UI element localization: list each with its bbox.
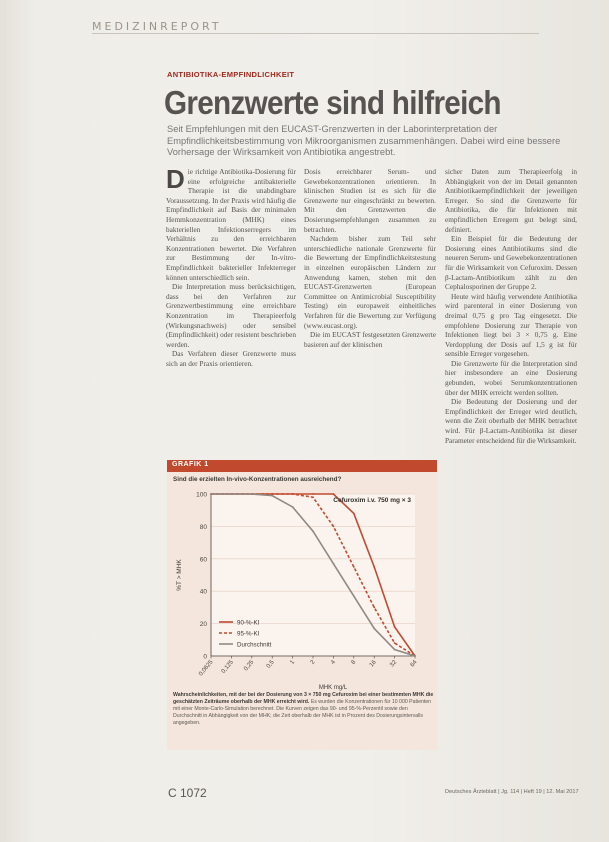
figure-tag-label: GRAFIK 1	[172, 461, 209, 468]
data-point	[210, 493, 212, 495]
data-point	[271, 493, 273, 495]
paragraph: Die Bedeutung der Dosierung und der Empfindlichkeit der Erreger wird deutlich, wenn die Zeit oberhalb der MHK betrachtet wird. Für β-Lactam-Antibiotika ist dieser Parameter entscheidend für die Wirksamkeit.	[445, 397, 577, 445]
data-point	[251, 493, 253, 495]
y-axis-label: %T > MHK	[176, 559, 183, 591]
section-label: MEDIZINREPORT	[92, 20, 222, 33]
legend-label: Durchschnitt	[237, 641, 272, 649]
x-tick-label: 64	[409, 659, 419, 669]
y-tick-label: 80	[199, 523, 207, 531]
data-point	[312, 493, 314, 495]
x-tick-label: 2	[309, 659, 317, 666]
data-point	[292, 493, 294, 495]
figure-question: Sind die erzielten In-vivo-Konzentrationen ausreichend?	[173, 476, 342, 483]
data-point	[394, 626, 396, 628]
data-point	[231, 493, 233, 495]
article-column-1	[166, 167, 296, 455]
y-tick-label: 20	[199, 621, 207, 629]
data-point	[271, 495, 273, 497]
paragraph: ie richtige Antibiotika-Dosierung für eine erfolgreiche antibakterielle Therapie ist die unabdingbare Voraussetzung. In der Praxis wird häufig die Empfindlichkeit auf Basis der minimalen Hemmkonzentration (MHK) eines bakteriellen Infektionserregers im Verhältnis zu den erreichbaren Konzentrationen bewertet. Die Verfahren zur Bestimmung der In-vitro-Empfindlichkeit bakterieller Infekterreger können unterschiedlich sein.	[166, 167, 296, 282]
article-column-3	[445, 167, 577, 792]
figure-tag	[167, 460, 437, 472]
article-kicker: ANTIBIOTIKA-EMPFINDLICHKEIT	[167, 70, 295, 79]
x-tick-label: 32	[389, 659, 399, 669]
article-headline: Grenzwerte sind hilfreich	[164, 84, 501, 121]
paragraph: Dosis erreichbarer Serum- und Gewebekonzentrationen orientieren. In klinischen Studien ist es sich für die Grenzwerte nur eingeschränkt zu bewerten. Mit den Grenzwerten die Dosierungsempfehlungen zusammen zu betrachten.	[304, 167, 436, 234]
x-axis-label: MHK mg/L	[318, 685, 348, 691]
article-column-2	[304, 167, 436, 455]
data-point	[373, 566, 375, 568]
paragraph: Nachdem bisher zum Teil sehr unterschiedliche nationale Grenzwerte für die Bewertung der Empfindlichkeitstestung in einzelnen europäischen Ländern zur Anwendung kamen, stehen mit den EUCAST-Grenzwerten (European Committee on Antimicrobial Susceptibility Testing) ein europaweit einheitliches Verfahren für die Bewertung zur Verfügung (www.eucast.org).	[304, 234, 436, 330]
data-point	[312, 496, 314, 498]
data-point	[414, 655, 416, 657]
paragraph: Das Verfahren dieser Grenzwerte muss sich an der Praxis orientieren.	[166, 349, 296, 368]
data-point	[353, 566, 355, 568]
page-number: C 1072	[168, 786, 207, 800]
x-tick-label: 0,5	[265, 659, 276, 670]
journal-source: Deutsches Ärzteblatt | Jg. 114 | Heft 19 | 12. Mai 2017	[445, 789, 579, 795]
legend-label: 95-%-KI	[237, 630, 260, 638]
data-point	[394, 642, 396, 644]
data-point	[333, 493, 335, 495]
paragraph: Heute wird häufig verwendete Antibiotika wird parenteral in einer Dosierung von dreimal 0,75 g pro Tag eingesetzt. Die empfohlene Dosierung zur Therapie von Infektionen liegt bei 3 × 0,75 g. Eine Verdopplung der Dosis auf 1,5 g ist für sensible Erreger vorgesehen.	[445, 291, 577, 359]
caption-lead: Wahrscheinlichkeiten, mit der bei der Dosierung von 3 × 750 mg Cefuroxim bei einer bestimmten MHK die geschätzten Zeiträume oberhalb der MHK erreicht wird.	[173, 692, 434, 705]
y-tick-label: 60	[199, 556, 207, 564]
y-tick-label: 0	[203, 653, 207, 661]
data-point	[292, 506, 294, 508]
x-tick-label: 4	[330, 659, 337, 666]
drop-cap: D	[166, 167, 185, 194]
caption-text: Es wurden die Konzentrationen für 10 000 Patienten mit einer Monte-Carlo-Simulation berechnet. Die Kurven zeigen das 90- und 95-%-Perzentil sowie den Durchschnitt in Abhängigkeit von der MHK; die Zeit oberhalb der MHK ist in Prozent des Dosierungsintervalls angegeben.	[173, 699, 432, 726]
data-point	[312, 530, 314, 532]
data-point	[373, 607, 375, 609]
data-point	[373, 628, 375, 630]
line-chart	[167, 486, 437, 692]
legend-label: 90-%-KI	[237, 619, 260, 627]
article-lead: Seit Empfehlungen mit den EUCAST-Grenzwerten in der Laborinterpretation der Empfindlichkeitsbestimmung von Mikroorganismen zusammenhängen. Dabei wird eine bessere Vorhersage der Wirksamkeit von Antibiotika angestrebt.	[167, 124, 561, 157]
x-tick-label: 0,25	[243, 659, 256, 673]
x-tick-label: 1	[289, 659, 297, 666]
x-tick-label: 8	[350, 659, 358, 666]
data-point	[333, 563, 335, 565]
y-tick-label: 40	[199, 588, 207, 596]
x-tick-label: 0,125	[220, 659, 235, 675]
figure-box	[167, 460, 437, 750]
data-point	[353, 513, 355, 515]
data-point	[394, 649, 396, 651]
x-tick-label: 16	[368, 659, 378, 669]
header-rule	[92, 33, 539, 34]
chart-annotation: Cefuroxim i.v. 750 mg × 3	[333, 497, 411, 504]
figure-caption	[173, 692, 435, 727]
paragraph: Die Grenzwerte für die Interpretation sind hier insbesondere an eine Dosierung gebunden, wobei Serumkonzentrationen über der MHK erreicht werden sollten.	[445, 358, 577, 397]
paragraph: Die Interpretation muss berücksichtigen, dass bei den Verfahren zur Grenzwertbestimmung eine erreichbare Konzentration im Therapieerfolg (Wirkungsnachweis) oder sensibel (Empfindlichkeit) oder resistent beschrieben werden.	[166, 282, 296, 349]
y-tick-label: 100	[196, 491, 207, 499]
data-point	[353, 595, 355, 597]
x-tick-label: 0,0625	[198, 659, 215, 678]
data-point	[333, 526, 335, 528]
paragraph: Die im EUCAST festgesetzten Grenzwerte basieren auf der klinischen	[304, 330, 436, 349]
paragraph: sicher Daten zum Therapieerfolg in Abhängigkeit von der im Detail genannten Antibiotikaempfindlichkeit der jeweiligen Erreger. So sind die Grenzwerte für Antibiotika, die für Infektionen mit empfindlichen Erregern gut belegt sind, definiert.	[445, 167, 577, 234]
paragraph: Ein Beispiel für die Bedeutung der Dosierung eines Antibiotikums sind die neueren Serum- und Gewebekonzentrationen für die Wirksamkeit von Cefuroxim. Dessen β-Lactam-Antibiotikum zählt zu den Cephalosporinen der Gruppe 2.	[445, 234, 577, 292]
